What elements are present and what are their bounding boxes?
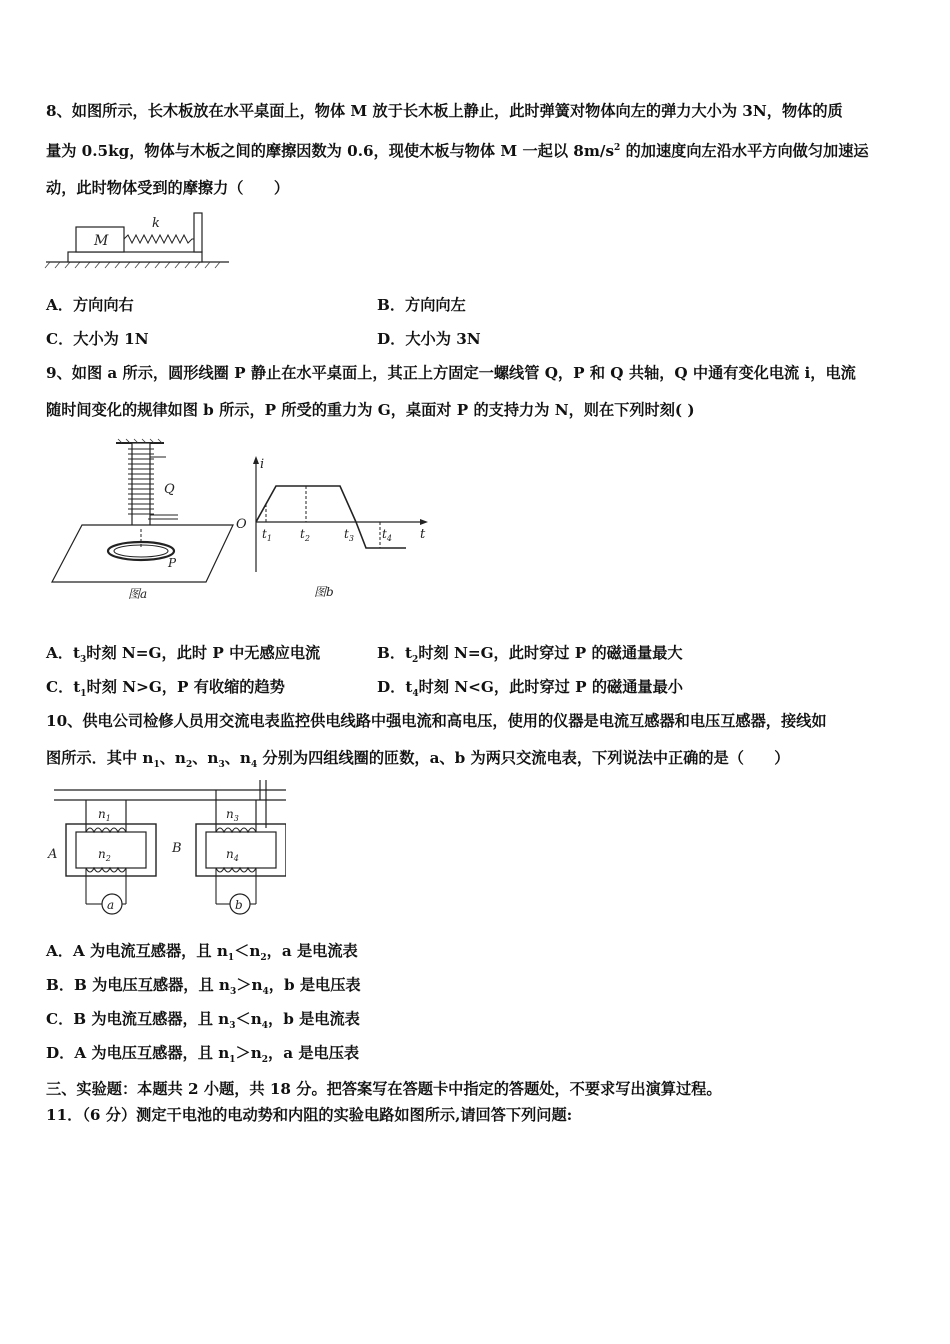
q10-transformer-circuit-figure xyxy=(46,780,286,920)
q9-figure-a-solenoid-coil xyxy=(48,437,238,607)
q8-option-d[interactable]: D．大小为 3N xyxy=(377,330,481,348)
q10-line-2: 图所示．其中 $n_1$、$n_2$、$n_3$、$n_4$ 分别为四组线圈的匝数，a、b 为两只交流电表，下列说法中正确的是（ ） xyxy=(46,749,790,771)
tick-t3: $t_3$ xyxy=(344,527,354,543)
tick-t1: $t_1$ xyxy=(262,527,272,543)
q8-option-b[interactable]: B．方向向左 xyxy=(377,296,466,314)
q9-option-c[interactable]: C．$t_1$时刻 N>G，P 有收缩的趋势 xyxy=(46,678,285,700)
tick-t4: $t_4$ xyxy=(382,527,392,543)
q11-stem: 11．（6 分）测定干电池的电动势和内阻的实验电路如图所示,请回答下列问题: xyxy=(46,1106,573,1124)
mass-label: M xyxy=(94,233,109,249)
meter-b-label: b xyxy=(235,898,243,912)
q9-option-b[interactable]: B．$t_2$时刻 N=G，此时穿过 P 的磁通量最大 xyxy=(377,644,683,666)
q8-option-a[interactable]: A．方向向右 xyxy=(46,296,134,314)
q10-line-1: 10、供电公司检修人员用交流电表监控供电线路中强电流和高电压，使用的仪器是电流互感器和电压互感器，接线如 xyxy=(46,712,827,730)
q10-option-d[interactable]: D．A 为电压互感器，且 $n_1>n_2$，a 是电压表 xyxy=(46,1044,360,1066)
spring-label: k xyxy=(152,216,160,231)
meter-a-label: a xyxy=(107,898,115,912)
coil-n3-label: $n_3$ xyxy=(226,807,239,823)
q10-option-b[interactable]: B．B 为电压互感器，且 $n_3>n_4$，b 是电压表 xyxy=(46,976,361,998)
coil-n1-label: $n_1$ xyxy=(98,807,111,823)
graph-i-label: i xyxy=(260,457,265,472)
q9-line-2: 随时间变化的规律如图 b 所示，P 所受的重力为 G，桌面对 P 的支持力为 N，则在下列时刻( ) xyxy=(46,401,695,419)
q9-figure-b-current-time-graph xyxy=(230,452,440,602)
coil-p-label: P xyxy=(168,556,177,570)
coil-n4-label: $n_4$ xyxy=(226,847,239,863)
graph-t-label: t xyxy=(420,527,426,542)
solenoid-q-label: Q xyxy=(164,482,175,497)
transformer-a-label: A xyxy=(48,847,58,862)
section-3-heading: 三、实验题：本题共 2 小题，共 18 分。把答案写在答题卡中指定的答题处，不要求写出演算过程。 xyxy=(46,1080,722,1098)
q8-line-1: 8、如图所示，长木板放在水平桌面上，物体 M 放于长木板上静止，此时弹簧对物体向左的弹力大小为 3N，物体的质 xyxy=(46,102,843,120)
q9-line-1: 9、如图 a 所示，圆形线圈 P 静止在水平桌面上，其正上方固定一螺线管 Q，P 和 Q 共轴，Q 中通有变化电流 i，电流 xyxy=(46,364,856,382)
q8-option-c[interactable]: C．大小为 1N xyxy=(46,330,149,348)
transformer-b-label: B xyxy=(172,841,182,856)
q8-board-spring-figure xyxy=(44,205,234,270)
q8-line-2: 量为 0.5kg，物体与木板之间的摩擦因数为 0.6，现使木板与物体 M 一起以 $8m/s^2$ 的加速度向左沿水平方向做匀加速运 xyxy=(46,142,869,160)
q10-option-a[interactable]: A．A 为电流互感器，且 $n_1<n_2$，a 是电流表 xyxy=(46,942,358,964)
q9-option-d[interactable]: D．$t_4$时刻 N<G，此时穿过 P 的磁通量最小 xyxy=(377,678,683,700)
figure-b-caption: 图b xyxy=(314,585,334,599)
q8-line-3: 动，此时物体受到的摩擦力（ ） xyxy=(46,179,289,197)
figure-a-caption: 图a xyxy=(128,587,148,601)
q9-option-a[interactable]: A．$t_3$时刻 N=G，此时 P 中无感应电流 xyxy=(46,644,321,666)
q10-option-c[interactable]: C．B 为电流互感器，且 $n_3<n_4$，b 是电流表 xyxy=(46,1010,360,1032)
coil-n2-label: $n_2$ xyxy=(98,847,111,863)
graph-origin-label: O xyxy=(236,517,247,532)
tick-t2: $t_2$ xyxy=(300,527,310,543)
